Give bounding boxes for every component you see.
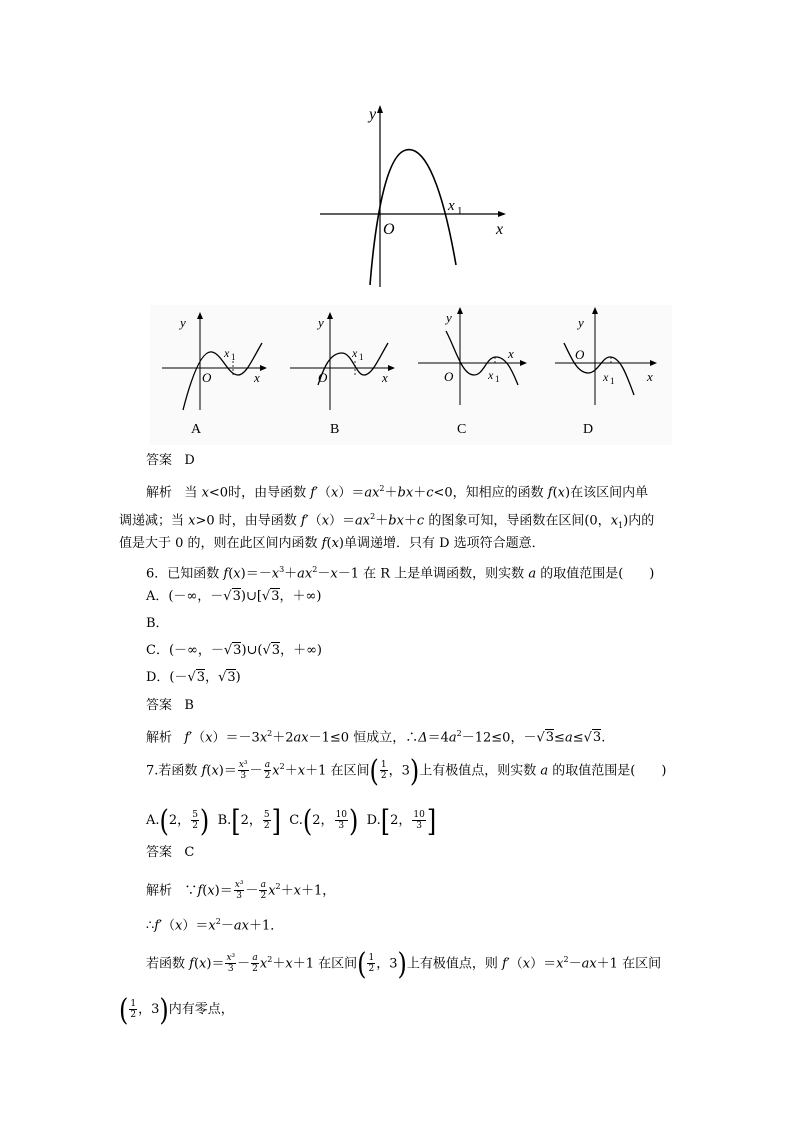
svg-text:O: O <box>444 369 454 384</box>
q5-answer: 答案 D <box>146 453 195 468</box>
options-graph-panel <box>150 305 672 445</box>
svg-text:x: x <box>603 370 609 384</box>
svg-text:y: y <box>180 315 186 330</box>
svg-text:x: x <box>647 369 653 384</box>
svg-text:x: x <box>488 368 494 382</box>
svg-text:1: 1 <box>359 352 364 362</box>
main-graph <box>308 95 523 295</box>
svg-text:1: 1 <box>231 352 236 362</box>
y-label: y <box>369 106 377 123</box>
svg-text:O: O <box>575 347 585 362</box>
q6-option-d: D．(－√3，√3) <box>146 670 241 685</box>
svg-text:x: x <box>224 346 230 360</box>
q7-answer: 答案 C <box>146 845 195 860</box>
y-axis-arrow-icon <box>377 105 383 113</box>
q6-analysis: 解析 $f'(x)=-3x^2+2ax-1\le 0$ 恒成立，$\therefore\Delta=4a^2-12\le 0$，－√3≤a≤√3. <box>146 729 606 746</box>
q7-analysis-line1: 解析 ∵f(x)＝ $\frac{\text{x³}}{3}$ － $\frac{a}{2}$ $x^2+x+1$， <box>146 880 336 902</box>
curve <box>370 150 456 285</box>
option-d-letter: D <box>583 422 594 437</box>
svg-text:O: O <box>202 370 212 385</box>
option-c-letter: C <box>457 422 467 437</box>
x1-label: x <box>448 198 455 214</box>
svg-text:O: O <box>318 370 328 385</box>
q6-answer: 答案 B <box>146 698 194 713</box>
q7-analysis-line4: ( $\frac{1}{2}$ ，3)内有零点， <box>119 992 234 1027</box>
svg-text:1: 1 <box>610 376 615 386</box>
origin-label: O <box>383 221 395 238</box>
x1-sub: 1 <box>457 205 463 217</box>
q6-option-c: C．(－∞，－√3)∪(√3，＋∞) <box>146 643 322 658</box>
svg-text:y: y <box>578 315 584 330</box>
q7-analysis-line3: 若函数 f(x)＝ $\frac{\text{x³}}{3}$ － $\frac{a}{2}$ $x^2+x+1$ 在区间( $\frac{1}{2}$ ，3)上有极值点，则 $f'(x)=x^2-ax+1$ 在区间 <box>146 946 662 982</box>
svg-text:x: x <box>254 370 260 385</box>
option-b-letter: B <box>330 422 340 437</box>
q7-options: A.(2， $\frac{5}{2}$ ) B.[2， $\frac{5}{2}$ ] C.(2， $\frac{10}{3}$ ) D.[2， $\frac{10}{3}$ ] <box>146 803 437 838</box>
svg-text:x: x <box>352 346 358 360</box>
q7-analysis-line2: $\therefore f'(x)=x^2-ax+1$． <box>146 917 284 934</box>
x-label: x <box>496 221 504 238</box>
q5-analysis-line3: 值是大于 0 的，则在此区间内函数 f(x)单调递增．只有 D 选项符合题意． <box>119 536 545 551</box>
q6-option-a: A．(－∞，－√3)∪[√3，＋∞) <box>146 589 322 604</box>
x-axis-arrow-icon <box>498 211 506 217</box>
q6-stem: 6．已知函数 $f(x)=-x^3+ax^2-x-1$ 在 R 上是单调函数，则实数 a 的取值范围是( ) <box>146 565 655 582</box>
svg-text:y: y <box>446 310 452 325</box>
option-a-letter: A <box>191 422 202 437</box>
q6-option-b: B． <box>146 616 169 631</box>
svg-text:x: x <box>382 370 388 385</box>
q5-analysis-line1: 解析 当 x<0时，由导函数 $f'(x)=ax^2+bx+c<0$，知相应的函数 f(x)在该区间内单 <box>146 484 649 501</box>
svg-text:y: y <box>318 315 324 330</box>
q7-stem: 7.若函数 f(x)＝ $\frac{\text{x³}}{3}$ － $\frac{a}{2}$ $x^2+x+1$ 在区间( $\frac{1}{2}$ ，3)上有极值点，则实数 a 的取值范围是( ) <box>146 753 667 789</box>
svg-text:x: x <box>508 346 514 361</box>
svg-text:1: 1 <box>495 374 500 384</box>
q5-analysis-line2: 调递减；当 x>0 时，由导函数 $f'(x)=ax^2+bx+c$ 的图象可知，导函数在区间(0，$x_1$)内的 <box>119 512 655 530</box>
